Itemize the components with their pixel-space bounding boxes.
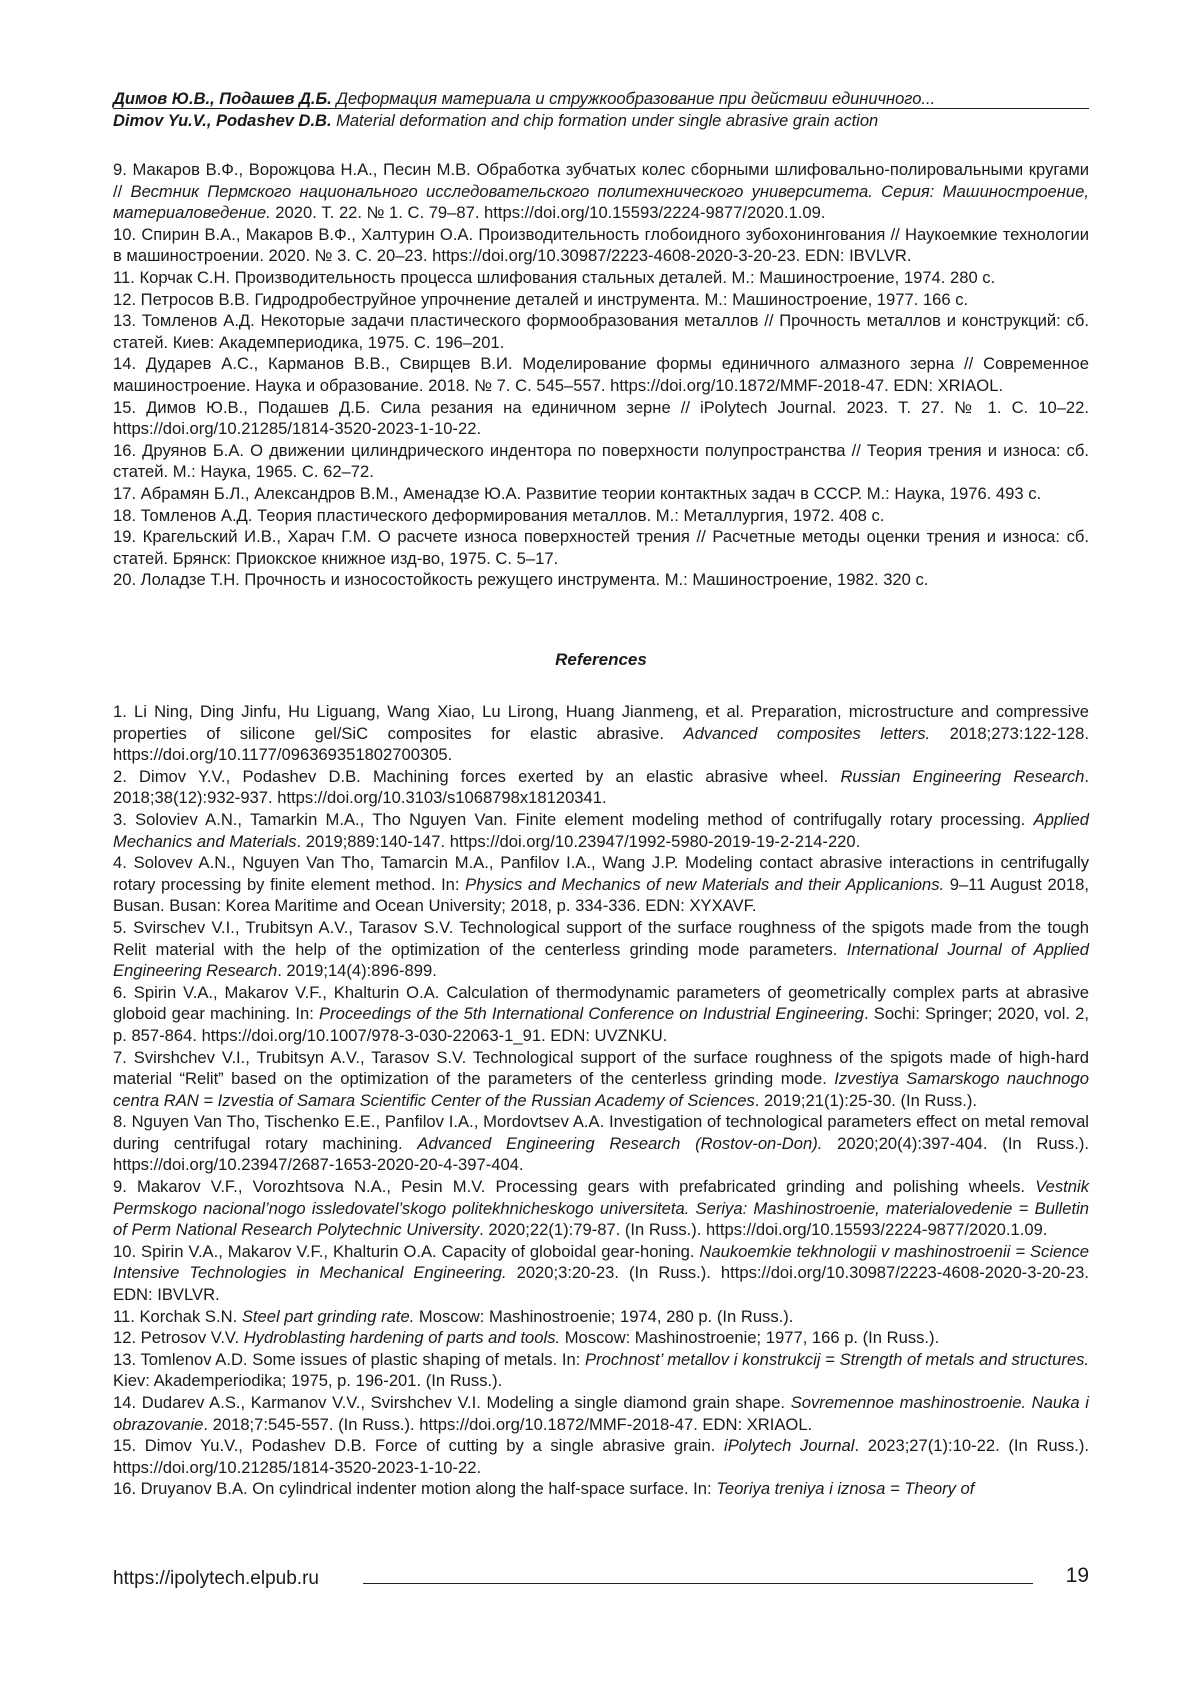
reference-source: Advanced Engineering Research (Rostov-on-Don). bbox=[417, 1133, 823, 1153]
header-ru-title: Деформация материала и стружкообразование при действии единичного... bbox=[336, 90, 936, 108]
reference-item bbox=[113, 809, 1089, 852]
reference-text: 8. Nguyen Van Tho, Tischenko E.E., Panfilov I.A., Mordovtsev A.A. Investigation of technological parameters effect on metal removal during centrifugal rotary machining. bbox=[113, 1112, 1089, 1153]
reference-item bbox=[113, 440, 1089, 483]
reference-item bbox=[113, 1241, 1089, 1306]
reference-source: Sovremennoe mashinostroenie. Nauka i obrazovanie bbox=[113, 1393, 1089, 1434]
references-heading: References bbox=[555, 650, 647, 669]
reference-source: Hydroblasting hardening of parts and tools. bbox=[243, 1328, 561, 1348]
reference-item bbox=[113, 397, 1089, 440]
header-russian bbox=[113, 88, 1089, 110]
reference-text: 16. Druyanov B.A. On cylindrical indenter motion along the half-space surface. In: bbox=[113, 1479, 717, 1499]
reference-text: 14. Dudarev A.S., Karmanov V.V., Svirshchev V.I. Modeling a single diamond grain shape. bbox=[113, 1393, 791, 1412]
reference-text: . 2020;22(1):79-87. (In Russ.). https://doi.org/10.15593/2224-9877/2020.1.09. bbox=[479, 1220, 1048, 1240]
reference-text: 20. Лоладзе Т.Н. Прочность и износостойкость режущего инструмента. М.: Машиностроение, 1982. 320 с. bbox=[113, 570, 929, 590]
reference-text: Moscow: Mashinostroenie; 1974, 280 p. (In Russ.). bbox=[414, 1306, 794, 1326]
reference-text: 17. Абрамян Б.Л., Александров В.М., Аменадзе Ю.А. Развитие теории контактных задач в СССР. М.: Наука, 1976. 493 с. bbox=[113, 483, 1042, 503]
reference-text: 13. Tomlenov A.D. Some issues of plastic shaping of metals. In: bbox=[113, 1349, 586, 1369]
reference-source: Applied Mechanics and Materials bbox=[113, 809, 1089, 851]
running-header bbox=[113, 88, 1089, 132]
reference-item bbox=[113, 1111, 1089, 1176]
reference-text: 2. Dimov Y.V., Podashev D.B. Machining forces exerted by an elastic abrasive wheel. bbox=[113, 766, 841, 786]
header-ru-authors: Димов Ю.В., Подашев Д.Б. bbox=[113, 90, 332, 108]
reference-text: 2020;3:20-23. (In Russ.). https://doi.org/10.30987/2223-4608-2020-3-20-23. EDN: IBVLVR. bbox=[113, 1263, 1089, 1305]
reference-text: 19. Крагельский И.В., Харач Г.М. О расчете износа поверхностей трения // Расчетные методы оценки трения и износа: сб. статей. Брянск: Приокское книжное изд-во, 1975. С. 5–17. bbox=[113, 527, 1089, 568]
reference-text: 9–11 August 2018, Busan. Busan: Korea Maritime and Ocean University; 2018, p. 334-336. EDN: XYXAVF. bbox=[113, 874, 1089, 916]
reference-item bbox=[113, 526, 1089, 569]
reference-item bbox=[113, 1176, 1089, 1241]
reference-item bbox=[113, 159, 1089, 224]
reference-item bbox=[113, 1478, 1089, 1500]
reference-item bbox=[113, 483, 1089, 505]
reference-source: Advanced composites letters. bbox=[683, 723, 931, 743]
reference-text: 18. Томленов А.Д. Теория пластического деформирования металлов. М.: Металлургия, 1972. 408 с. bbox=[113, 505, 885, 525]
reference-source: Izvestiya Samarskogo nauchnogo centra RAN = Izvestia of Samara Scientific Center of the Russian Academy of Sciences bbox=[113, 1069, 1089, 1110]
russian-reference-list bbox=[113, 159, 1089, 591]
reference-text: 12. Петросов В.В. Гидродробеструйное упрочнение деталей и инструмента. М.: Машиностроение, 1977. 166 с. bbox=[113, 289, 969, 309]
reference-text: 2020. Т. 22. № 1. С. 79–87. https://doi.org/10.15593/2224-9877/2020.1.09. bbox=[270, 203, 826, 223]
page-number: 19 bbox=[1065, 1564, 1089, 1587]
reference-source: Naukoemkie tekhnologii v mashinostroenii = Science Intensive Technologies in Mechanical Engineering. bbox=[113, 1241, 1089, 1283]
reference-source: Prochnost’ metallov i konstrukcij = Strength of metals and structures. bbox=[585, 1349, 1089, 1369]
reference-text: . 2019;889:140-147. https://doi.org/10.23947/1992-5980-2019-19-2-214-220. bbox=[296, 831, 861, 851]
journal-url[interactable]: https://ipolytech.elpub.ru bbox=[113, 1568, 319, 1589]
reference-text: Moscow: Mashinostroenie; 1977, 166 p. (In Russ.). bbox=[560, 1328, 940, 1348]
reference-text: 16. Друянов Б.А. О движении цилиндрического индентора по поверхности полупространства // Теория трения и износа: сб. статей. М.: Наука, 1965. С. 62–72. bbox=[113, 440, 1089, 482]
reference-item bbox=[113, 1047, 1089, 1112]
reference-text: 13. Томленов А.Д. Некоторые задачи пластического формообразования металлов // Прочность металлов и конструкций: сб. статей. Киев: Академпериодика, 1975. С. 196–201. bbox=[113, 311, 1089, 352]
reference-text: . 2023;27(1):10-22. (In Russ.). https://doi.org/10.21285/1814-3520-2023-1-10-22. bbox=[113, 1436, 1089, 1477]
reference-source: Proceedings of the 5th International Conference on Industrial Engineering bbox=[319, 1004, 864, 1024]
reference-source: Vestnik Permskogo nacional’nogo issledovatel’skogo politekhnicheskogo universiteta. Seriya: Mashinostroenie, materialovedenie = Bulletin of Perm National Research Polytechnic University bbox=[113, 1177, 1089, 1240]
reference-item bbox=[113, 701, 1089, 766]
reference-text: 10. Спирин В.А., Макаров В.Ф., Халтурин О.А. Производительность глобоидного зубохонингования // Наукоемкие технологии в машиностроении. 2020. № 3. С. 20–23. https://doi.org/10.30987/2223-4608-2020-3-20-23. EDN: IBVLVR. bbox=[113, 224, 1089, 266]
reference-text: 9. Makarov V.F., Vorozhtsova N.A., Pesin M.V. Processing gears with prefabricated grinding and polishing wheels. bbox=[113, 1177, 1036, 1197]
reference-source: Russian Engineering Research bbox=[840, 766, 1085, 786]
reference-text: 1. Li Ning, Ding Jinfu, Hu Liguang, Wang Xiao, Lu Lirong, Huang Jianmeng, et al. Preparation, microstructure and compressive properties of silicone gel/SiC composites for elastic abrasive. bbox=[113, 702, 1089, 743]
reference-text: . 2018;38(12):932-937. https://doi.org/10.3103/s1068798x18120341. bbox=[113, 766, 1089, 808]
reference-text: 2018;273:122-128. https://doi.org/10.1177/096369351802700305. bbox=[113, 723, 1090, 765]
reference-text: 5. Svirschev V.I., Trubitsyn A.V., Tarasov S.V. Technological support of the surface roughness of the spigots made from the tough Relit material with the help of the optimization of the centerless grinding mode parameters. bbox=[113, 917, 1089, 959]
reference-source: Teoriya treniya i iznosa = Theory of bbox=[716, 1479, 975, 1499]
header-english bbox=[113, 110, 1089, 132]
reference-item bbox=[113, 982, 1089, 1047]
reference-text: Kiev: Akademperiodika; 1975, p. 196-201. (In Russ.). bbox=[113, 1371, 503, 1391]
reference-text: . 2018;7:545-557. (In Russ.). https://doi.org/10.1872/MMF-2018-47. EDN: XRIAOL. bbox=[203, 1414, 813, 1434]
reference-item bbox=[113, 1306, 1089, 1328]
reference-item bbox=[113, 766, 1089, 809]
reference-item bbox=[113, 224, 1089, 267]
reference-item bbox=[113, 289, 1089, 311]
reference-item bbox=[113, 917, 1089, 982]
reference-source: Physics and Mechanics of new Materials and their Applicanions. bbox=[465, 874, 945, 894]
reference-text: 11. Korchak S.N. bbox=[113, 1306, 242, 1326]
reference-item bbox=[113, 353, 1089, 396]
reference-text: 4. Solovev A.N., Nguyen Van Tho, Tamarcin M.A., Panfilov I.A., Wang J.P. Modeling contact abrasive interactions in centrifugally rotary processing by finite element method. In: bbox=[113, 853, 1089, 894]
reference-text: 3. Soloviev A.N., Tamarkin M.A., Tho Nguyen Van. Finite element modeling method of contrifugally rotary processing. bbox=[113, 809, 1034, 829]
reference-text: 15. Димов Ю.В., Подашев Д.Б. Сила резания на единичном зерне // iPolytech Journal. 2023. Т. 27. № 1. С. 10–22. https://doi.org/10.21285/1814-3520-2023-1-10-22. bbox=[113, 397, 1089, 439]
reference-item bbox=[113, 569, 1089, 591]
header-rule bbox=[113, 108, 1089, 109]
header-en-title: Material deformation and chip formation under single abrasive grain action bbox=[336, 112, 879, 130]
reference-source: iPolytech Journal bbox=[724, 1436, 855, 1456]
reference-source: International Journal of Applied Engineering Research bbox=[113, 939, 1089, 981]
reference-text: 12. Petrosov V.V. bbox=[113, 1328, 244, 1348]
reference-text: 9. Макаров В.Ф., Ворожцова Н.А., Песин М.В. Обработка зубчатых колес сборными шлифовально-полировальными кругами // bbox=[113, 160, 1089, 201]
reference-item bbox=[113, 1392, 1089, 1435]
reference-source: Steel part grinding rate. bbox=[241, 1306, 415, 1326]
reference-text: 14. Дударев А.С., Карманов В.В., Свирщев В.И. Моделирование формы единичного алмазного зерна // Современное машиностроение. Наука и образование. 2018. № 7. С. 545–557. https://doi.org/10.1872/MMF-2018-47. EDN: XRIAOL. bbox=[113, 354, 1089, 395]
reference-text: . 2019;21(1):25-30. (In Russ.). bbox=[754, 1090, 978, 1110]
header-en-authors: Dimov Yu.V., Podashev D.B. bbox=[113, 112, 332, 130]
reference-text: . 2019;14(4):896-899. bbox=[277, 961, 437, 981]
reference-source: Вестник Пермского национального исследовательского политехнического университета. Серия: Машиностроение, материаловедение. bbox=[113, 181, 1089, 223]
reference-text: 10. Spirin V.A., Makarov V.F., Khalturin O.A. Capacity of globoidal gear-honing. bbox=[113, 1241, 700, 1261]
footer-rule bbox=[363, 1583, 1033, 1584]
reference-text: 6. Spirin V.A., Makarov V.F., Khalturin O.A. Calculation of thermodynamic parameters of geometrically complex parts at abrasive globoid gear machining. In: bbox=[113, 982, 1089, 1024]
reference-item bbox=[113, 1349, 1089, 1392]
reference-text: 7. Svirshchev V.I., Trubitsyn A.V., Tarasov S.V. Technological support of the surface roughness of the spigots made of high-hard material “Relit” based on the optimization of the parameters of the centerless grinding mode. bbox=[113, 1047, 1089, 1089]
reference-item bbox=[113, 310, 1089, 353]
reference-item bbox=[113, 1327, 1089, 1349]
reference-item bbox=[113, 852, 1089, 917]
reference-text: 2020;20(4):397-404. (In Russ.). https://doi.org/10.23947/2687-1653-2020-20-4-397-404. bbox=[113, 1133, 1089, 1175]
reference-text: 15. Dimov Yu.V., Podashev D.B. Force of cutting by a single abrasive grain. bbox=[113, 1436, 725, 1456]
reference-text: 11. Корчак С.Н. Производительность процесса шлифования стальных деталей. М.: Машиностроение, 1974. 280 с. bbox=[113, 267, 996, 287]
reference-item bbox=[113, 1435, 1089, 1478]
page-footer bbox=[113, 1564, 1089, 1598]
reference-item bbox=[113, 267, 1089, 289]
reference-text: . Sochi: Springer; 2020, vol. 2, p. 857-864. https://doi.org/10.1007/978-3-030-22063-1_91. EDN: UVZNKU. bbox=[113, 1004, 1089, 1045]
english-reference-list bbox=[113, 701, 1089, 1500]
reference-item bbox=[113, 505, 1089, 527]
